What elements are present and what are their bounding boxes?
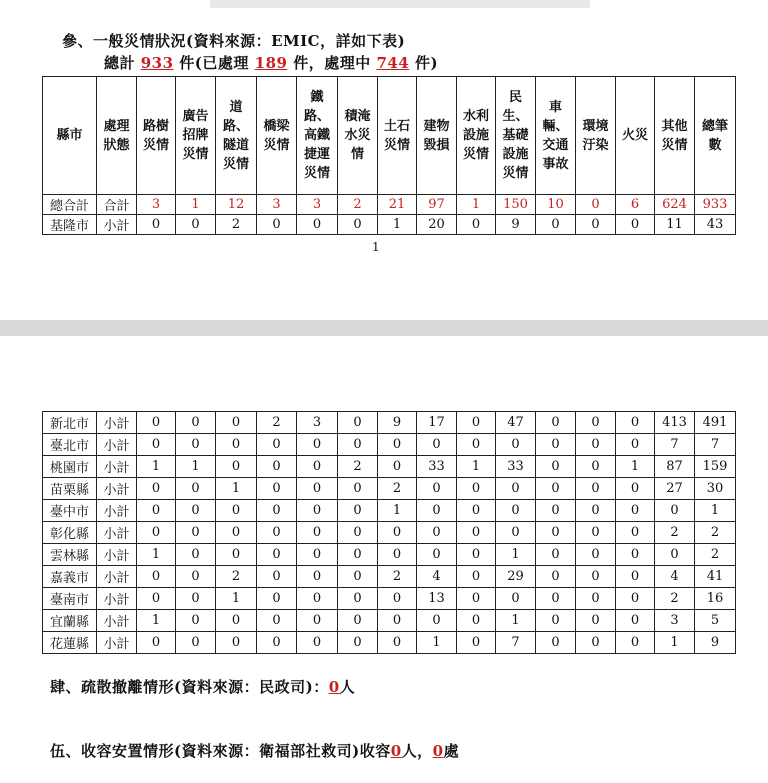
value-cell: 1 (137, 544, 176, 566)
county-cell: 新北市 (43, 412, 97, 434)
value-cell: 2 (216, 566, 257, 588)
value-cell: 0 (616, 544, 655, 566)
value-cell: 0 (338, 434, 378, 456)
county-cell: 臺北市 (43, 434, 97, 456)
value-cell: 0 (216, 522, 257, 544)
value-cell: 0 (417, 478, 457, 500)
value-cell: 0 (496, 522, 536, 544)
value-cell: 0 (257, 456, 297, 478)
value-cell: 0 (137, 412, 176, 434)
value-cell: 0 (338, 522, 378, 544)
value-cell: 0 (417, 500, 457, 522)
processed-label: 件(已處理 (179, 54, 249, 72)
status-cell: 小計 (97, 434, 137, 456)
disaster-table-page1 (42, 76, 736, 235)
value-cell: 0 (417, 544, 457, 566)
value-cell: 0 (216, 412, 257, 434)
value-cell: 0 (176, 215, 216, 235)
column-header: 縣市 (43, 77, 97, 195)
status-cell: 小計 (97, 500, 137, 522)
table-header-row (43, 77, 736, 195)
value-cell: 1 (216, 478, 257, 500)
county-cell: 雲林縣 (43, 544, 97, 566)
value-cell: 1 (378, 215, 417, 235)
value-cell: 0 (378, 632, 417, 654)
value-cell: 0 (297, 500, 338, 522)
value-cell: 9 (496, 215, 536, 235)
value-cell: 0 (536, 434, 576, 456)
value-cell: 0 (576, 566, 616, 588)
table-row (43, 500, 736, 522)
value-cell: 1 (457, 195, 496, 215)
column-header: 總筆數 (695, 77, 736, 195)
column-header: 水利設施災情 (457, 77, 496, 195)
value-cell: 1 (457, 456, 496, 478)
processing-label: 件，處理中 (293, 54, 371, 72)
table-row (43, 434, 736, 456)
value-cell: 0 (457, 566, 496, 588)
value-cell: 0 (176, 632, 216, 654)
county-cell: 花蓮縣 (43, 632, 97, 654)
value-cell: 0 (378, 456, 417, 478)
column-header: 車輛、交通事故 (536, 77, 576, 195)
value-cell: 1 (176, 456, 216, 478)
value-cell: 4 (417, 566, 457, 588)
value-cell: 0 (655, 544, 695, 566)
value-cell: 0 (616, 588, 655, 610)
value-cell: 2 (378, 566, 417, 588)
disaster-table-page2 (42, 411, 736, 654)
value-cell: 0 (176, 500, 216, 522)
value-cell: 1 (655, 632, 695, 654)
value-cell: 4 (655, 566, 695, 588)
value-cell: 0 (536, 610, 576, 632)
value-cell: 0 (176, 522, 216, 544)
value-cell: 1 (176, 195, 216, 215)
status-cell: 小計 (97, 544, 137, 566)
value-cell: 2 (378, 478, 417, 500)
value-cell: 0 (216, 456, 257, 478)
value-cell: 2 (695, 544, 736, 566)
value-cell: 0 (576, 588, 616, 610)
processing-count: 744 (376, 54, 410, 72)
value-cell: 0 (536, 500, 576, 522)
value-cell: 41 (695, 566, 736, 588)
document-page-2 (0, 336, 768, 783)
value-cell: 0 (338, 566, 378, 588)
value-cell: 0 (576, 522, 616, 544)
table-row (43, 610, 736, 632)
value-cell: 0 (216, 632, 257, 654)
county-cell: 苗栗縣 (43, 478, 97, 500)
value-cell: 2 (695, 522, 736, 544)
status-cell: 小計 (97, 588, 137, 610)
value-cell: 27 (655, 478, 695, 500)
value-cell: 12 (216, 195, 257, 215)
value-cell: 0 (655, 500, 695, 522)
value-cell: 0 (257, 215, 297, 235)
value-cell: 0 (457, 632, 496, 654)
value-cell: 0 (536, 478, 576, 500)
column-header: 道路、隧道災情 (216, 77, 257, 195)
county-cell: 宜蘭縣 (43, 610, 97, 632)
value-cell: 0 (137, 522, 176, 544)
value-cell: 0 (417, 522, 457, 544)
section-5-mid: 人， (401, 742, 433, 760)
total-suffix: 件) (414, 54, 439, 72)
value-cell: 0 (137, 434, 176, 456)
value-cell: 7 (496, 632, 536, 654)
page-top-edge (210, 0, 590, 8)
value-cell: 0 (457, 544, 496, 566)
section-3-title: 參、一般災情狀況(資料來源：EMIC，詳如下表) (62, 32, 406, 50)
value-cell: 0 (176, 544, 216, 566)
column-header: 民生、基礎設施災情 (496, 77, 536, 195)
table-row (43, 215, 736, 235)
processed-count: 189 (254, 54, 288, 72)
column-header: 橋梁災情 (257, 77, 297, 195)
value-cell: 0 (176, 566, 216, 588)
value-cell: 3 (655, 610, 695, 632)
sheltered-people-count: 0 (390, 742, 402, 760)
value-cell: 6 (616, 195, 655, 215)
value-cell: 0 (297, 434, 338, 456)
value-cell: 2 (338, 195, 378, 215)
value-cell: 1 (216, 588, 257, 610)
value-cell: 33 (496, 456, 536, 478)
value-cell: 624 (655, 195, 695, 215)
value-cell: 0 (536, 522, 576, 544)
value-cell: 0 (616, 610, 655, 632)
value-cell: 3 (137, 195, 176, 215)
value-cell: 0 (576, 412, 616, 434)
section-5-unit: 處 (443, 742, 460, 760)
summary-row (43, 195, 736, 215)
value-cell: 0 (297, 522, 338, 544)
value-cell: 0 (338, 215, 378, 235)
value-cell: 0 (457, 215, 496, 235)
value-cell: 0 (616, 215, 655, 235)
table-row (43, 632, 736, 654)
column-header: 其他災情 (655, 77, 695, 195)
value-cell: 0 (536, 412, 576, 434)
value-cell: 1 (417, 632, 457, 654)
table-row (43, 412, 736, 434)
value-cell: 43 (695, 215, 736, 235)
value-cell: 2 (216, 215, 257, 235)
document-page-1 (0, 0, 768, 320)
value-cell: 0 (496, 478, 536, 500)
value-cell: 0 (297, 566, 338, 588)
value-cell: 0 (616, 478, 655, 500)
value-cell: 5 (695, 610, 736, 632)
value-cell: 0 (137, 588, 176, 610)
value-cell: 1 (137, 456, 176, 478)
value-cell: 0 (616, 632, 655, 654)
value-cell: 0 (176, 412, 216, 434)
value-cell: 0 (257, 588, 297, 610)
table-row (43, 478, 736, 500)
column-header: 火災 (616, 77, 655, 195)
table-row (43, 522, 736, 544)
total-count: 933 (140, 54, 174, 72)
section-4-label: 肆、疏散撤離情形(資料來源：民政司)： (50, 678, 329, 696)
value-cell: 0 (378, 434, 417, 456)
column-header: 土石災情 (378, 77, 417, 195)
value-cell: 150 (496, 195, 536, 215)
value-cell: 2 (338, 456, 378, 478)
value-cell: 33 (417, 456, 457, 478)
value-cell: 0 (176, 478, 216, 500)
value-cell: 0 (338, 588, 378, 610)
value-cell: 1 (496, 610, 536, 632)
value-cell: 0 (137, 500, 176, 522)
table-row (43, 566, 736, 588)
value-cell: 0 (257, 544, 297, 566)
status-cell: 小計 (97, 610, 137, 632)
value-cell: 0 (297, 456, 338, 478)
county-cell: 臺南市 (43, 588, 97, 610)
value-cell: 0 (216, 610, 257, 632)
value-cell: 21 (378, 195, 417, 215)
value-cell: 0 (297, 588, 338, 610)
column-header: 處理狀態 (97, 77, 137, 195)
value-cell: 0 (297, 215, 338, 235)
table-row (43, 588, 736, 610)
value-cell: 0 (338, 478, 378, 500)
value-cell: 10 (536, 195, 576, 215)
section-4-evacuation (50, 676, 355, 697)
value-cell: 2 (655, 588, 695, 610)
value-cell: 0 (576, 500, 616, 522)
county-cell: 嘉義市 (43, 566, 97, 588)
column-header: 環境汙染 (576, 77, 616, 195)
status-cell: 合計 (97, 195, 137, 215)
value-cell: 0 (536, 544, 576, 566)
value-cell: 29 (496, 566, 536, 588)
value-cell: 1 (137, 610, 176, 632)
value-cell: 0 (216, 500, 257, 522)
value-cell: 0 (176, 610, 216, 632)
value-cell: 0 (378, 522, 417, 544)
table-row (43, 544, 736, 566)
status-cell: 小計 (97, 566, 137, 588)
value-cell: 0 (616, 500, 655, 522)
value-cell: 0 (457, 522, 496, 544)
value-cell: 9 (695, 632, 736, 654)
value-cell: 0 (378, 588, 417, 610)
value-cell: 16 (695, 588, 736, 610)
column-header: 廣告招牌災情 (176, 77, 216, 195)
value-cell: 0 (378, 610, 417, 632)
value-cell: 0 (137, 215, 176, 235)
value-cell: 0 (616, 522, 655, 544)
value-cell: 933 (695, 195, 736, 215)
value-cell: 2 (655, 522, 695, 544)
value-cell: 0 (457, 610, 496, 632)
value-cell: 0 (457, 588, 496, 610)
value-cell: 0 (496, 434, 536, 456)
value-cell: 3 (297, 195, 338, 215)
value-cell: 0 (616, 434, 655, 456)
total-summary-line (104, 52, 438, 73)
value-cell: 0 (536, 632, 576, 654)
value-cell: 0 (257, 566, 297, 588)
county-cell: 臺中市 (43, 500, 97, 522)
value-cell: 0 (457, 412, 496, 434)
value-cell: 13 (417, 588, 457, 610)
value-cell: 159 (695, 456, 736, 478)
value-cell: 0 (176, 588, 216, 610)
section-4-unit: 人 (339, 678, 356, 696)
value-cell: 0 (457, 478, 496, 500)
value-cell: 1 (378, 500, 417, 522)
value-cell: 0 (257, 434, 297, 456)
value-cell: 0 (216, 434, 257, 456)
section-5-label: 伍、收容安置情形(資料來源：衛福部社救司)收容 (50, 742, 391, 760)
value-cell: 0 (576, 195, 616, 215)
value-cell: 0 (576, 456, 616, 478)
value-cell: 0 (216, 544, 257, 566)
value-cell: 3 (297, 412, 338, 434)
value-cell: 3 (257, 195, 297, 215)
value-cell: 0 (378, 544, 417, 566)
value-cell: 87 (655, 456, 695, 478)
value-cell: 0 (338, 412, 378, 434)
value-cell: 0 (297, 478, 338, 500)
value-cell: 20 (417, 215, 457, 235)
value-cell: 0 (536, 215, 576, 235)
value-cell: 0 (176, 434, 216, 456)
value-cell: 0 (576, 632, 616, 654)
value-cell: 0 (338, 610, 378, 632)
status-cell: 小計 (97, 632, 137, 654)
status-cell: 小計 (97, 522, 137, 544)
column-header: 建物毀損 (417, 77, 457, 195)
value-cell: 0 (257, 610, 297, 632)
value-cell: 11 (655, 215, 695, 235)
status-cell: 小計 (97, 478, 137, 500)
value-cell: 17 (417, 412, 457, 434)
value-cell: 0 (616, 566, 655, 588)
value-cell: 1 (496, 544, 536, 566)
page-gap (0, 320, 768, 336)
section-5-shelter (50, 740, 459, 761)
value-cell: 0 (257, 500, 297, 522)
shelter-site-count: 0 (432, 742, 444, 760)
county-cell: 桃園市 (43, 456, 97, 478)
value-cell: 0 (137, 478, 176, 500)
value-cell: 0 (338, 544, 378, 566)
value-cell: 0 (297, 632, 338, 654)
value-cell: 0 (536, 566, 576, 588)
county-cell: 彰化縣 (43, 522, 97, 544)
value-cell: 0 (536, 456, 576, 478)
value-cell: 0 (576, 434, 616, 456)
value-cell: 413 (655, 412, 695, 434)
county-cell: 總合計 (43, 195, 97, 215)
value-cell: 491 (695, 412, 736, 434)
value-cell: 0 (417, 434, 457, 456)
value-cell: 7 (695, 434, 736, 456)
county-cell: 基隆市 (43, 215, 97, 235)
total-prefix: 總計 (104, 54, 136, 72)
value-cell: 7 (655, 434, 695, 456)
status-cell: 小計 (97, 456, 137, 478)
value-cell: 30 (695, 478, 736, 500)
value-cell: 0 (576, 610, 616, 632)
value-cell: 0 (137, 632, 176, 654)
value-cell: 0 (257, 522, 297, 544)
value-cell: 47 (496, 412, 536, 434)
value-cell: 0 (496, 588, 536, 610)
value-cell: 1 (616, 456, 655, 478)
value-cell: 0 (338, 500, 378, 522)
value-cell: 0 (616, 412, 655, 434)
value-cell: 0 (417, 610, 457, 632)
value-cell: 1 (695, 500, 736, 522)
value-cell: 0 (496, 500, 536, 522)
value-cell: 0 (137, 566, 176, 588)
value-cell: 2 (257, 412, 297, 434)
value-cell: 0 (576, 215, 616, 235)
value-cell: 0 (576, 544, 616, 566)
value-cell: 0 (536, 588, 576, 610)
value-cell: 0 (257, 632, 297, 654)
value-cell: 97 (417, 195, 457, 215)
value-cell: 0 (457, 434, 496, 456)
table-row (43, 456, 736, 478)
value-cell: 0 (257, 478, 297, 500)
value-cell: 0 (297, 610, 338, 632)
value-cell: 9 (378, 412, 417, 434)
column-header: 鐵路、高鐵捷運災情 (297, 77, 338, 195)
value-cell: 0 (576, 478, 616, 500)
status-cell: 小計 (97, 412, 137, 434)
status-cell: 小計 (97, 215, 137, 235)
value-cell: 0 (457, 500, 496, 522)
evacuated-count: 0 (328, 678, 340, 696)
column-header: 路樹災情 (137, 77, 176, 195)
page-number: 1 (372, 240, 380, 254)
column-header: 積淹水災情 (338, 77, 378, 195)
value-cell: 0 (297, 544, 338, 566)
value-cell: 0 (338, 632, 378, 654)
